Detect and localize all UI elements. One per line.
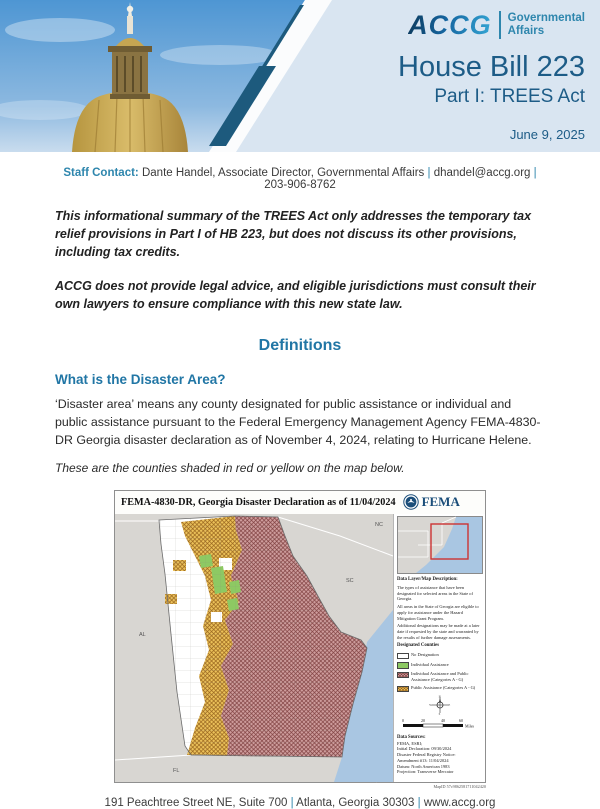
dhs-seal-icon [403, 494, 419, 510]
logo-department: Governmental Affairs [507, 11, 585, 37]
svg-text:20: 20 [420, 717, 425, 723]
data-source-line: Projection: Transverse Mercator [397, 769, 454, 775]
map-sidebar [393, 514, 485, 782]
svg-text:N: N [438, 694, 441, 699]
data-source-line: FEMA, ESRI; [397, 740, 423, 746]
legend-item-ia-pa: Individual Assistance and Public Assistance (Categories A - G) [397, 671, 482, 682]
legend-item-pa: Public Assistance (Categories A - G) [397, 685, 482, 692]
svg-text:40: 40 [440, 717, 445, 723]
svg-text:0: 0 [401, 717, 404, 723]
map-id-text: MapID 57c9862581711042420 [433, 783, 486, 789]
georgia-county-map [115, 514, 393, 782]
document-date: June 9, 2025 [509, 127, 585, 142]
separator-pipe: | [290, 796, 294, 809]
data-source-line: Amendment #13: 11/04/2024 [397, 757, 449, 763]
svg-text:S: S [438, 712, 440, 717]
map-description-heading: Data Layer/Map Description: [397, 576, 458, 582]
compass-rose-icon [429, 695, 451, 715]
fema-wordmark: FEMA [421, 494, 460, 510]
accg-wordmark: ACCG [408, 9, 492, 40]
svg-text:60: 60 [458, 717, 463, 723]
logo-divider [499, 11, 501, 39]
staff-contact-label: Staff Contact: [63, 167, 139, 179]
accg-logo [408, 11, 585, 39]
disaster-area-question: What is the Disaster Area? [55, 371, 226, 387]
map-description-paragraph: The types of assistance that have been designated for selected areas in the State of Georgia. [397, 584, 473, 602]
footer-address: 191 Peachtree Street NE, Suite 700 [104, 796, 288, 809]
legend-item-no-designation: No Designation [397, 652, 482, 659]
footer-website: www.accg.org [423, 796, 496, 809]
separator-pipe: | [417, 796, 421, 809]
svg-text:W: W [428, 703, 432, 708]
state-label-sc: SC [346, 577, 354, 584]
map-description-paragraph: Additional designations may be made at a later date if requested by the state and warranted by the results of further damage assessments. [397, 623, 480, 640]
legend-swatch-white [397, 653, 409, 660]
footer-address-line [55, 797, 545, 809]
locator-inset-map [397, 516, 483, 574]
map-description-paragraph: All areas in the State of Georgia are eligible to apply for assistance under the Hazard Mitigation Grant Program. [397, 604, 479, 621]
staff-contact-line [55, 167, 545, 191]
disaster-area-answer: ‘Disaster area’ means any county designated for public assistance or individual and public assistance pursuant to the Federal Emergency Management Agency FEMA-4830-DR Georgia disaster declaration as of November 4, 2024, relating to Hurricane Helene. [55, 396, 541, 447]
scale-unit: Miles [464, 723, 474, 729]
legend-swatch-yellow-hatch [397, 686, 409, 693]
staff-contact-email: dhandel@accg.org [433, 167, 531, 179]
state-label-nc: NC [375, 521, 383, 528]
staff-contact-name: Dante Handel, Associate Director, Governmental Affairs [141, 167, 425, 179]
disclaimer-paragraph-2: ACCG does not provide legal advice, and eligible jurisdictions must consult their own lawyers to ensure compliance with this new state law. [55, 279, 536, 311]
fema-logo [398, 491, 485, 514]
map-note: These are the counties shaded in red or yellow on the map below. [55, 460, 405, 475]
state-label-fl: FL [173, 767, 180, 774]
data-source-line: Initial Declaration: 09/30/2024 [397, 746, 452, 752]
data-sources-heading: Data Sources: [397, 734, 426, 740]
separator-pipe: | [427, 167, 431, 179]
page-subtitle: Part I: TREES Act [434, 86, 585, 108]
data-source-line: Datum: North American 1983 [397, 763, 450, 769]
svg-text:E: E [447, 703, 450, 708]
state-label-al: AL [139, 631, 146, 638]
disaster-map-figure [114, 490, 486, 789]
header-banner [0, 0, 600, 152]
staff-contact-phone: 203-906-8762 [264, 179, 336, 191]
legend-heading: Designated Counties [397, 643, 439, 649]
disclaimer-paragraph-1: This informational summary of the TREES Act only addresses the temporary tax relief provisions in Part I of HB 223, but does not discuss its other provisions, including tax credits. [55, 209, 532, 259]
data-source-line: Disaster Federal Registry Notice: [397, 752, 456, 758]
footer-city: Atlanta, Georgia 30303 [296, 796, 415, 809]
legend-swatch-red-hatch [397, 672, 409, 679]
page-title: House Bill 223 [398, 51, 585, 83]
separator-pipe: | [533, 167, 537, 179]
map-title: FEMA-4830-DR, Georgia Disaster Declaration as of 11/04/2024 [121, 496, 396, 508]
legend-swatch-green [397, 662, 409, 669]
scale-bar [400, 717, 480, 730]
legend-item-individual-assistance: Individual Assistance [397, 662, 482, 669]
definitions-heading: Definitions [258, 336, 342, 354]
